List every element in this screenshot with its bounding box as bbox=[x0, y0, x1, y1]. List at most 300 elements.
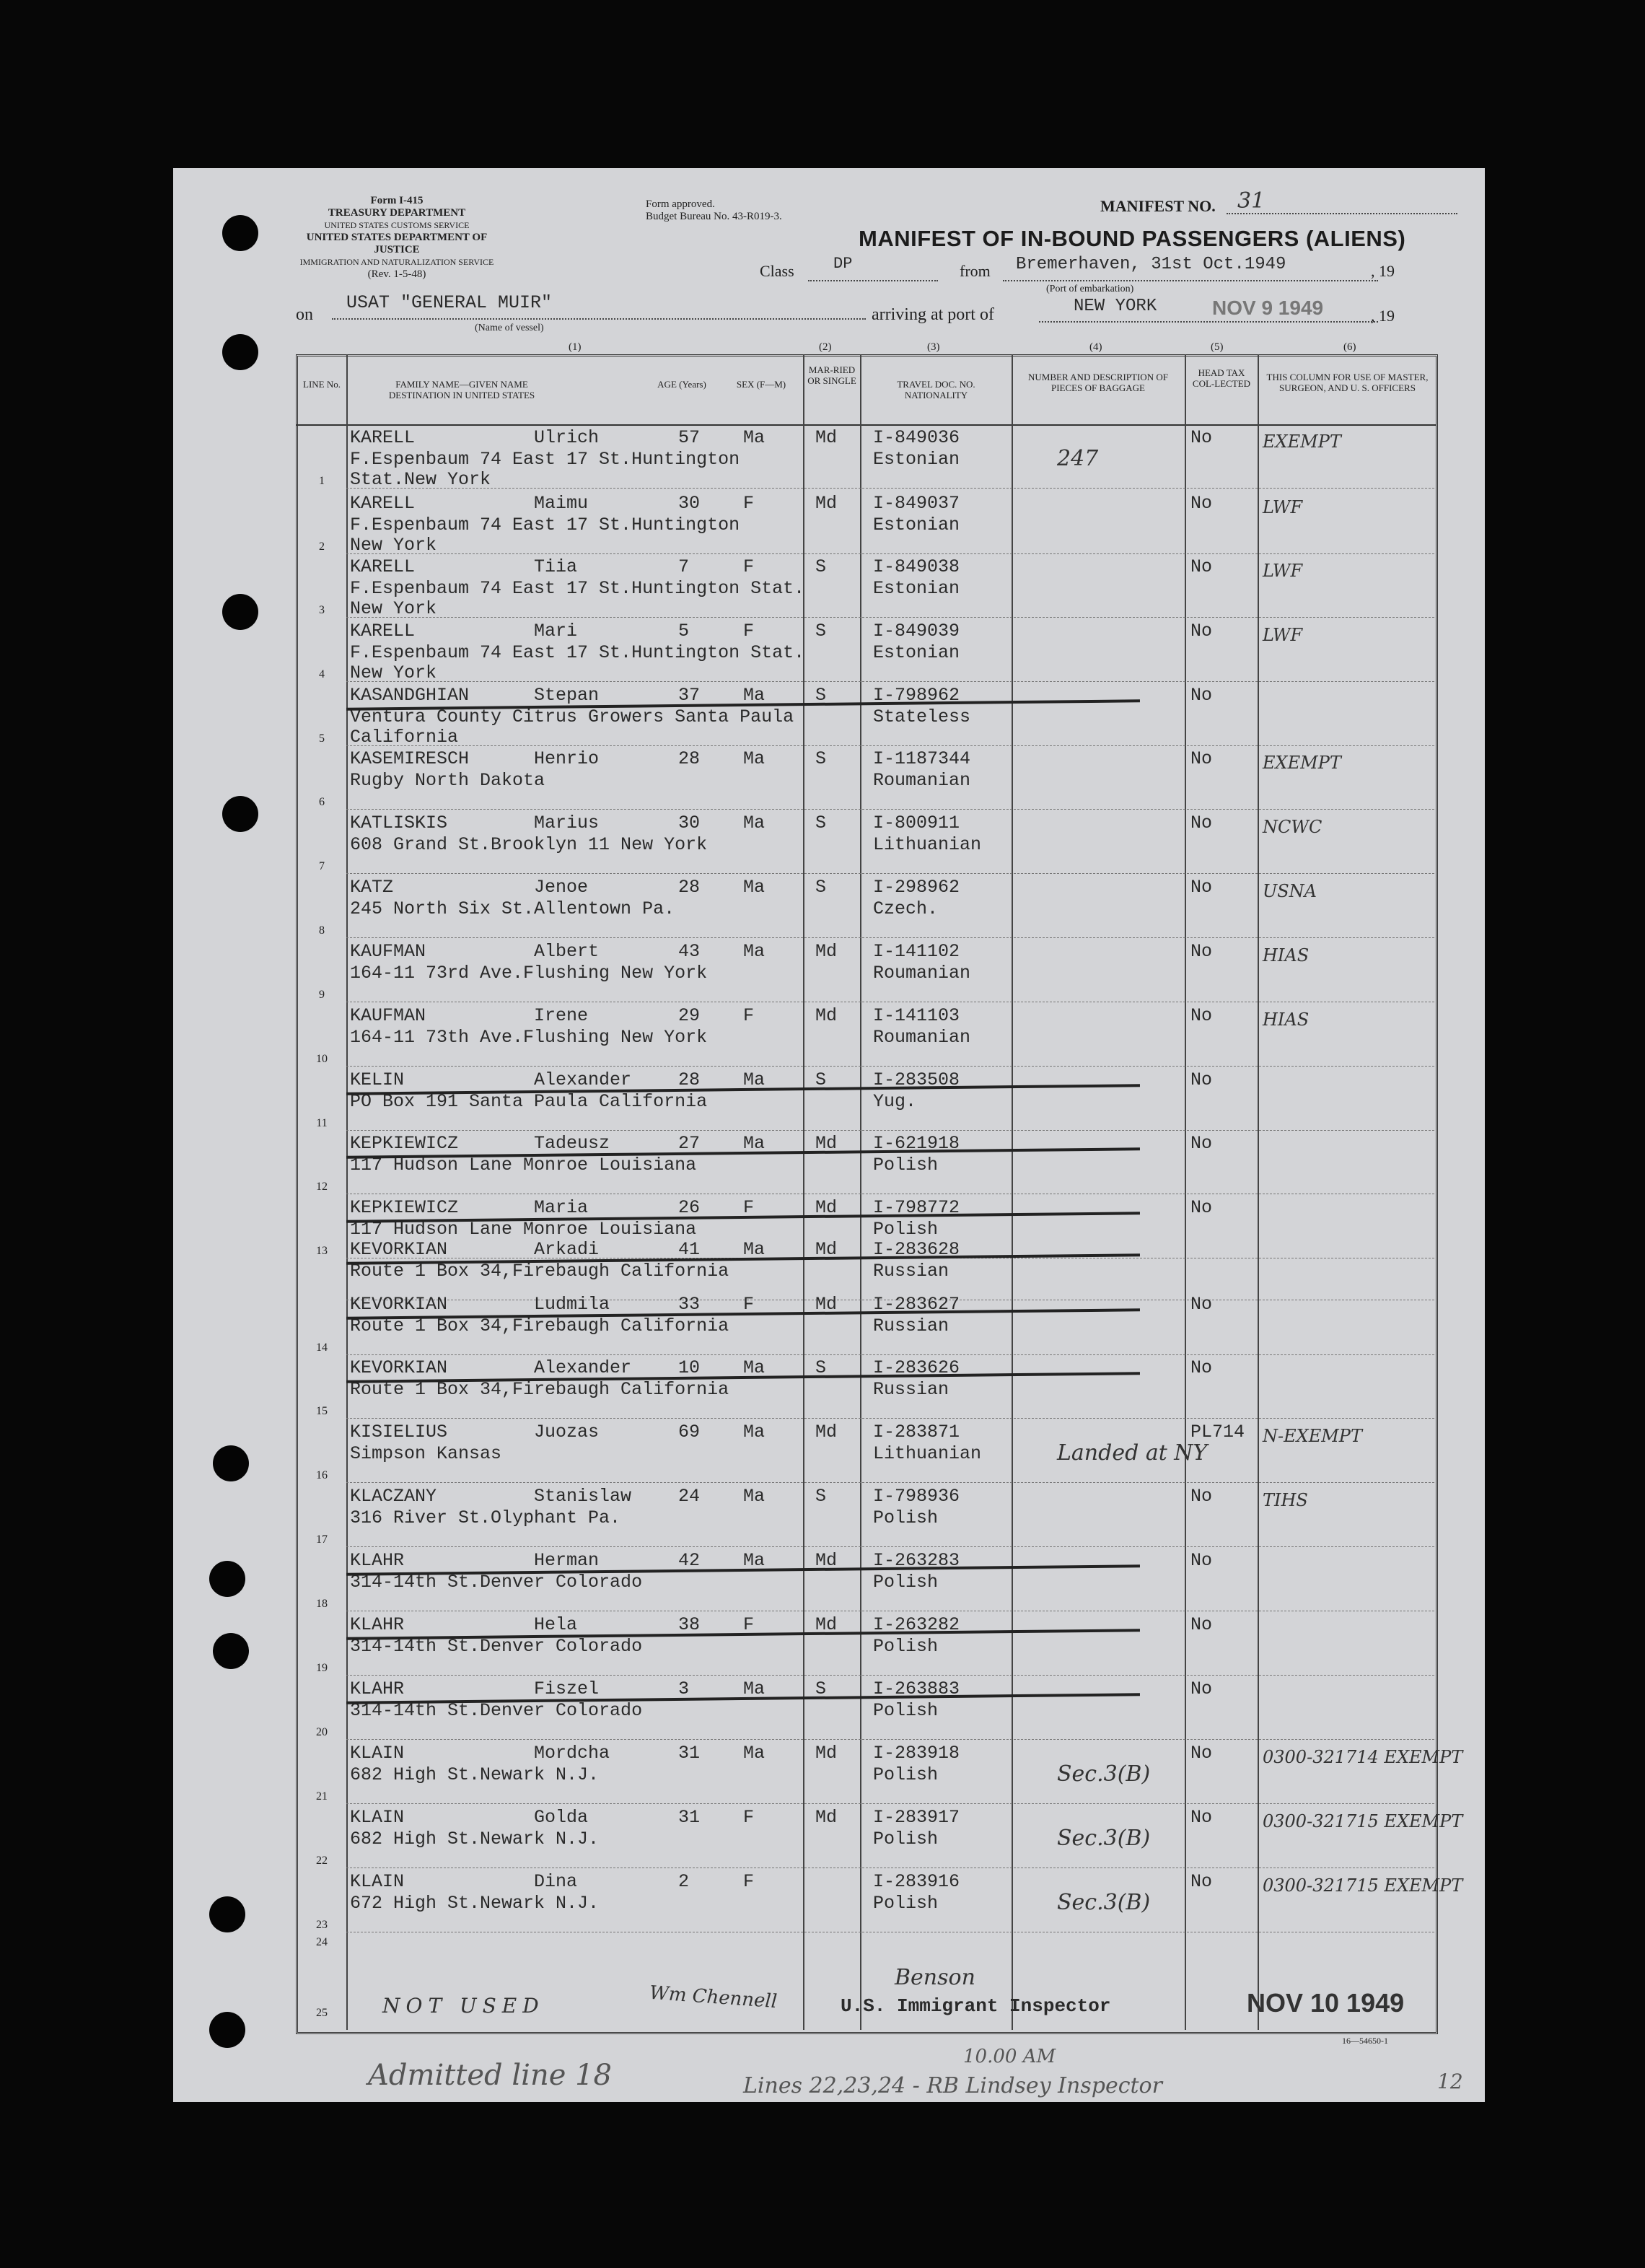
sex: F bbox=[743, 1614, 755, 1635]
col-header-head-tax: HEAD TAX COL-LECTED bbox=[1192, 367, 1251, 389]
age: 5 bbox=[678, 621, 690, 642]
binder-hole bbox=[209, 2012, 245, 2048]
age: 28 bbox=[678, 877, 701, 898]
officer-note: N-EXEMPT bbox=[1263, 1426, 1362, 1446]
age: 37 bbox=[678, 685, 701, 706]
destination: 164-11 73th Ave.Flushing New York bbox=[350, 1027, 708, 1048]
age: 3 bbox=[678, 1678, 690, 1699]
col-num-3: (3) bbox=[927, 341, 940, 353]
line-number: 6 bbox=[319, 796, 325, 808]
head-tax: No bbox=[1190, 877, 1213, 898]
destination-line2: California bbox=[350, 727, 459, 748]
row-separator bbox=[346, 937, 1434, 938]
row-separator bbox=[346, 1803, 1434, 1804]
nationality: Estonian bbox=[873, 515, 960, 535]
nationality: Czech. bbox=[873, 898, 939, 919]
head-tax: No bbox=[1190, 1871, 1213, 1892]
age: 38 bbox=[678, 1614, 701, 1635]
destination: 314-14th St.Denver Colorado bbox=[350, 1636, 643, 1657]
travel-doc-no: I-263283 bbox=[873, 1550, 960, 1571]
travel-doc-no: I-283628 bbox=[873, 1239, 960, 1260]
row-separator bbox=[346, 745, 1434, 746]
officer-note: 0300-321714 EXEMPT bbox=[1263, 1747, 1463, 1767]
sex: F bbox=[743, 556, 755, 577]
family-name: KEPKIEWICZ bbox=[350, 1197, 459, 1218]
manifest-no-label: MANIFEST NO. bbox=[1100, 197, 1216, 215]
travel-doc-no: I-1187344 bbox=[873, 748, 971, 769]
head-tax: No bbox=[1190, 1069, 1213, 1090]
line-number: 13 bbox=[316, 1245, 328, 1257]
binder-hole bbox=[222, 334, 258, 370]
marital-status: Md bbox=[815, 427, 838, 448]
age: 31 bbox=[678, 1807, 701, 1828]
destination: 608 Grand St.Brooklyn 11 New York bbox=[350, 834, 708, 855]
row-separator bbox=[346, 1675, 1434, 1676]
line-number: 1 bbox=[319, 475, 325, 487]
family-name: KARELL bbox=[350, 556, 416, 577]
from-line bbox=[1003, 280, 1378, 281]
destination: 314-14th St.Denver Colorado bbox=[350, 1700, 643, 1721]
family-name: KAUFMAN bbox=[350, 941, 426, 962]
binder-hole bbox=[222, 796, 258, 832]
row-separator bbox=[346, 809, 1434, 810]
treasury-dept: TREASURY DEPARTMENT bbox=[328, 207, 466, 219]
bottom-time: 10.00 AM bbox=[963, 2046, 1056, 2067]
travel-doc-no: I-298962 bbox=[873, 877, 960, 898]
nationality: Polish bbox=[873, 1829, 939, 1849]
baggage: Sec.3(B) bbox=[1057, 1826, 1151, 1851]
officer-note: HIAS bbox=[1263, 945, 1310, 966]
immigration-service: IMMIGRATION AND NATURALIZATION SERVICE bbox=[299, 257, 494, 267]
binder-hole bbox=[209, 1896, 245, 1932]
destination: 314-14th St.Denver Colorado bbox=[350, 1572, 643, 1593]
travel-doc-no: I-621918 bbox=[873, 1133, 960, 1154]
arrival-date-stamp: NOV 9 1949 bbox=[1212, 297, 1324, 319]
age: 43 bbox=[678, 941, 701, 962]
class-value: DP bbox=[833, 255, 853, 273]
age: 33 bbox=[678, 1294, 701, 1315]
col-num-4: (4) bbox=[1089, 341, 1102, 353]
sex: Ma bbox=[743, 748, 766, 769]
given-name: Alexander bbox=[534, 1357, 632, 1378]
signature-note: Wm Chennell bbox=[649, 1982, 778, 2013]
destination: Simpson Kansas bbox=[350, 1443, 502, 1464]
given-name: Maria bbox=[534, 1197, 589, 1218]
baggage: 247 bbox=[1057, 446, 1099, 471]
line-number: 8 bbox=[319, 924, 325, 937]
family-name: KLAHR bbox=[350, 1550, 405, 1571]
marital-status: Md bbox=[815, 1550, 838, 1571]
head-tax: No bbox=[1190, 427, 1213, 448]
sex: Ma bbox=[743, 1486, 766, 1507]
row-separator bbox=[346, 1482, 1434, 1483]
nationality: Polish bbox=[873, 1700, 939, 1721]
officer-note: TIHS bbox=[1263, 1490, 1308, 1510]
age: 28 bbox=[678, 1069, 701, 1090]
marital-status: S bbox=[815, 1069, 827, 1090]
marital-status: Md bbox=[815, 1743, 838, 1764]
family-name: KARELL bbox=[350, 621, 416, 642]
nationality: Estonian bbox=[873, 642, 960, 663]
family-name: KARELL bbox=[350, 493, 416, 514]
class-line bbox=[808, 280, 938, 281]
approval-block bbox=[646, 198, 782, 223]
family-name: KLAIN bbox=[350, 1871, 405, 1892]
baggage: Landed at NY bbox=[1057, 1440, 1208, 1466]
marital-status: S bbox=[815, 813, 827, 833]
nationality: Polish bbox=[873, 1572, 939, 1593]
arriving-year: , 19 bbox=[1371, 307, 1395, 325]
head-tax: No bbox=[1190, 1614, 1213, 1635]
head-tax: No bbox=[1190, 1678, 1213, 1699]
line-number: 23 bbox=[316, 1919, 328, 1931]
marital-status: Md bbox=[815, 1807, 838, 1828]
destination: 672 High St.Newark N.J. bbox=[350, 1893, 600, 1914]
row-separator bbox=[346, 1418, 1434, 1419]
age: 41 bbox=[678, 1239, 701, 1260]
travel-doc-no: I-798962 bbox=[873, 685, 960, 706]
budget-bureau: Budget Bureau No. 43-R019-3. bbox=[646, 211, 782, 222]
inspector-signature: Benson bbox=[895, 1965, 975, 1990]
age: 7 bbox=[678, 556, 690, 577]
age: 26 bbox=[678, 1197, 701, 1218]
marital-status: Md bbox=[815, 1197, 838, 1218]
col-rule bbox=[1185, 354, 1186, 2030]
sex: F bbox=[743, 493, 755, 514]
binder-hole bbox=[213, 1445, 249, 1481]
nationality: Lithuanian bbox=[873, 1443, 982, 1464]
head-tax: No bbox=[1190, 1197, 1213, 1218]
on-label: on bbox=[296, 305, 313, 324]
marital-status: Md bbox=[815, 1614, 838, 1635]
family-name: KARELL bbox=[350, 427, 416, 448]
family-name: KLAIN bbox=[350, 1743, 405, 1764]
destination: 117 Hudson Lane Monroe Louisiana bbox=[350, 1155, 697, 1175]
family-name: KASANDGHIAN bbox=[350, 685, 470, 706]
vessel-name: USAT "GENERAL MUIR" bbox=[346, 292, 553, 313]
nationality: Polish bbox=[873, 1507, 939, 1528]
header-bottom-rule bbox=[296, 424, 1436, 426]
head-tax: No bbox=[1190, 1133, 1213, 1154]
baggage: Sec.3(B) bbox=[1057, 1761, 1151, 1787]
given-name: Alexander bbox=[534, 1069, 632, 1090]
line-number: 17 bbox=[316, 1533, 328, 1546]
family-name: KATLISKIS bbox=[350, 813, 448, 833]
form-department-block bbox=[289, 195, 505, 281]
head-tax: No bbox=[1190, 941, 1213, 962]
page-number: 12 bbox=[1437, 2070, 1463, 2093]
sex: Ma bbox=[743, 1069, 766, 1090]
not-used-note: NOT USED bbox=[382, 1994, 545, 2018]
travel-doc-no: I-849039 bbox=[873, 621, 960, 642]
marital-status: Md bbox=[815, 941, 838, 962]
print-code: 16—54650-1 bbox=[1342, 2036, 1388, 2046]
line-number: 9 bbox=[319, 989, 325, 1001]
age: 2 bbox=[678, 1871, 690, 1892]
col-header-sex: SEX (F—M) bbox=[736, 379, 786, 390]
line-number-24: 24 bbox=[316, 1936, 328, 1948]
marital-status: S bbox=[815, 556, 827, 577]
customs-service: UNITED STATES CUSTOMS SERVICE bbox=[324, 220, 470, 230]
row-separator bbox=[346, 617, 1434, 618]
nationality: Lithuanian bbox=[873, 834, 982, 855]
sex: Ma bbox=[743, 427, 766, 448]
sex: F bbox=[743, 621, 755, 642]
row-separator bbox=[346, 1354, 1434, 1355]
age: 28 bbox=[678, 748, 701, 769]
baggage: Sec.3(B) bbox=[1057, 1890, 1151, 1915]
sex: Ma bbox=[743, 813, 766, 833]
head-tax: No bbox=[1190, 685, 1213, 706]
destination: Rugby North Dakota bbox=[350, 770, 545, 791]
destination: 316 River St.Olyphant Pa. bbox=[350, 1507, 621, 1528]
marital-status: Md bbox=[815, 1005, 838, 1026]
line-number: 11 bbox=[316, 1117, 328, 1129]
inspection-date-stamp: NOV 10 1949 bbox=[1247, 1988, 1405, 2018]
line-number: 14 bbox=[316, 1341, 328, 1354]
line-number: 2 bbox=[319, 540, 325, 553]
officer-note: USNA bbox=[1263, 881, 1317, 901]
age: 30 bbox=[678, 493, 701, 514]
nationality: Roumanian bbox=[873, 963, 971, 984]
line-number: 19 bbox=[316, 1662, 328, 1674]
officer-note: 0300-321715 EXEMPT bbox=[1263, 1875, 1463, 1896]
officer-note: EXEMPT bbox=[1263, 432, 1341, 452]
binder-hole bbox=[222, 215, 258, 251]
family-name: KEPKIEWICZ bbox=[350, 1133, 459, 1154]
nationality: Estonian bbox=[873, 449, 960, 470]
age: 31 bbox=[678, 1743, 701, 1764]
travel-doc-no: I-849036 bbox=[873, 427, 960, 448]
destination: 245 North Six St.Allentown Pa. bbox=[350, 898, 675, 919]
family-name: KLAHR bbox=[350, 1678, 405, 1699]
head-tax: PL714 bbox=[1190, 1422, 1245, 1442]
family-name: KISIELIUS bbox=[350, 1422, 448, 1442]
head-tax: No bbox=[1190, 621, 1213, 642]
marital-status: Md bbox=[815, 493, 838, 514]
family-name: KELIN bbox=[350, 1069, 405, 1090]
line-number: 15 bbox=[316, 1405, 328, 1417]
marital-status: S bbox=[815, 748, 827, 769]
col-num-5: (5) bbox=[1211, 341, 1224, 353]
col-num-2: (2) bbox=[819, 341, 832, 353]
sex: F bbox=[743, 1294, 755, 1315]
given-name: Henrio bbox=[534, 748, 600, 769]
class-label: Class bbox=[760, 262, 794, 280]
travel-doc-no: I-141102 bbox=[873, 941, 960, 962]
from-year: , 19 bbox=[1371, 262, 1395, 280]
officer-note: 0300-321715 EXEMPT bbox=[1263, 1811, 1463, 1831]
given-name: Stanislaw bbox=[534, 1486, 632, 1507]
nationality: Stateless bbox=[873, 706, 971, 727]
row-separator bbox=[346, 1739, 1434, 1740]
row-separator bbox=[346, 553, 1434, 554]
head-tax: No bbox=[1190, 1807, 1213, 1828]
destination: Ventura County Citrus Growers Santa Paula bbox=[350, 706, 794, 727]
justice-dept: UNITED STATES DEPARTMENT OF JUSTICE bbox=[306, 232, 488, 255]
row-separator bbox=[346, 1546, 1434, 1547]
marital-status: S bbox=[815, 621, 827, 642]
nationality: Russian bbox=[873, 1379, 949, 1400]
sex: F bbox=[743, 1807, 755, 1828]
given-name: Marius bbox=[534, 813, 600, 833]
given-name: Jenoe bbox=[534, 877, 589, 898]
destination: PO Box 191 Santa Paula California bbox=[350, 1091, 708, 1112]
sex: Ma bbox=[743, 877, 766, 898]
line-number: 21 bbox=[316, 1790, 328, 1803]
head-tax: No bbox=[1190, 1294, 1213, 1315]
sex: Ma bbox=[743, 1678, 766, 1699]
line-number: 12 bbox=[316, 1181, 328, 1193]
line-number-25: 25 bbox=[316, 2007, 328, 2019]
marital-status: Md bbox=[815, 1422, 838, 1442]
marital-status: Md bbox=[815, 1239, 838, 1260]
from-label: from bbox=[960, 262, 991, 280]
age: 57 bbox=[678, 427, 701, 448]
travel-doc-no: I-849037 bbox=[873, 493, 960, 514]
travel-doc-no: I-283916 bbox=[873, 1871, 960, 1892]
arriving-port: NEW YORK bbox=[1074, 297, 1157, 316]
family-name: KEVORKIAN bbox=[350, 1357, 448, 1378]
destination: F.Espenbaum 74 East 17 St.Huntington bbox=[350, 449, 740, 470]
line-number: 20 bbox=[316, 1726, 328, 1738]
officer-note: HIAS bbox=[1263, 1010, 1310, 1030]
age: 29 bbox=[678, 1005, 701, 1026]
officer-note: NCWC bbox=[1263, 817, 1322, 837]
sex: Ma bbox=[743, 1357, 766, 1378]
vessel-label: (Name of vessel) bbox=[475, 323, 544, 333]
officer-note: EXEMPT bbox=[1263, 753, 1341, 773]
arriving-label: arriving at port of bbox=[872, 305, 994, 324]
manifest-no-line bbox=[1227, 213, 1457, 214]
age: 24 bbox=[678, 1486, 701, 1507]
given-name: Maimu bbox=[534, 493, 589, 514]
head-tax: No bbox=[1190, 813, 1213, 833]
col-header-married: MAR-RIED OR SINGLE bbox=[807, 364, 856, 386]
destination: 682 High St.Newark N.J. bbox=[350, 1829, 600, 1849]
bottom-note-right: Lines 22,23,24 - RB Lindsey Inspector bbox=[743, 2073, 1162, 2098]
nationality: Russian bbox=[873, 1315, 949, 1336]
bottom-note-left: Admitted line 18 bbox=[368, 2059, 612, 2092]
nationality: Yug. bbox=[873, 1091, 917, 1112]
nationality: Polish bbox=[873, 1219, 939, 1240]
sex: F bbox=[743, 1005, 755, 1026]
family-name: KAUFMAN bbox=[350, 1005, 426, 1026]
travel-doc-no: I-283626 bbox=[873, 1357, 960, 1378]
line-number: 4 bbox=[319, 668, 325, 680]
destination: Route 1 Box 34,Firebaugh California bbox=[350, 1379, 729, 1400]
sex: F bbox=[743, 1871, 755, 1892]
given-name: Arkadi bbox=[534, 1239, 600, 1260]
nationality: Estonian bbox=[873, 578, 960, 599]
travel-doc-no: I-263883 bbox=[873, 1678, 960, 1699]
from-value: Bremerhaven, 31st Oct.1949 bbox=[1016, 255, 1286, 274]
col-header-officers: THIS COLUMN FOR USE OF MASTER, SURGEON, AND U. S. OFFICERS bbox=[1266, 372, 1429, 393]
row-separator bbox=[346, 873, 1434, 874]
travel-doc-no: I-798772 bbox=[873, 1197, 960, 1218]
given-name: Golda bbox=[534, 1807, 589, 1828]
revision: (Rev. 1-5-48) bbox=[367, 268, 426, 280]
col-header-travel-doc: TRAVEL DOC. NO. NATIONALITY bbox=[897, 379, 975, 400]
port-embarkation-label: (Port of embarkation) bbox=[1046, 284, 1134, 294]
sex: Ma bbox=[743, 1743, 766, 1764]
nationality: Polish bbox=[873, 1893, 939, 1914]
head-tax: No bbox=[1190, 556, 1213, 577]
head-tax: No bbox=[1190, 1005, 1213, 1026]
sex: Ma bbox=[743, 1239, 766, 1260]
marital-status: S bbox=[815, 1357, 827, 1378]
col-rule bbox=[1012, 354, 1013, 2030]
travel-doc-no: I-283508 bbox=[873, 1069, 960, 1090]
row-separator bbox=[346, 1066, 1434, 1067]
destination: F.Espenbaum 74 East 17 St.Huntington bbox=[350, 515, 740, 535]
line-number: 18 bbox=[316, 1598, 328, 1610]
form-approved: Form approved. bbox=[646, 198, 715, 210]
nationality: Polish bbox=[873, 1636, 939, 1657]
arriving-line bbox=[1039, 321, 1378, 323]
marital-status: S bbox=[815, 685, 827, 706]
destination-line2: New York bbox=[350, 535, 437, 556]
destination-line2: Stat.New York bbox=[350, 469, 491, 490]
line-number: 3 bbox=[319, 604, 325, 616]
row-separator bbox=[346, 681, 1434, 682]
sex: Ma bbox=[743, 1133, 766, 1154]
sex: Ma bbox=[743, 1550, 766, 1571]
given-name: Ulrich bbox=[534, 427, 600, 448]
given-name: Juozas bbox=[534, 1422, 600, 1442]
binder-hole bbox=[213, 1633, 249, 1669]
marital-status: S bbox=[815, 1678, 827, 1699]
line-number: 16 bbox=[316, 1469, 328, 1481]
manifest-sheet bbox=[173, 168, 1485, 2102]
travel-doc-no: I-800911 bbox=[873, 813, 960, 833]
family-name: KLACZANY bbox=[350, 1486, 437, 1507]
row-separator bbox=[346, 488, 1434, 489]
destination: 117 Hudson Lane Monroe Louisiana bbox=[350, 1219, 697, 1240]
inspector-label: U.S. Immigrant Inspector bbox=[841, 1995, 1111, 2017]
family-name: KEVORKIAN bbox=[350, 1294, 448, 1315]
binder-hole bbox=[209, 1561, 245, 1597]
row-separator bbox=[346, 1130, 1434, 1131]
marital-status: S bbox=[815, 1486, 827, 1507]
head-tax: No bbox=[1190, 493, 1213, 514]
head-tax: No bbox=[1190, 1357, 1213, 1378]
head-tax: No bbox=[1190, 1486, 1213, 1507]
col-header-age: AGE (Years) bbox=[657, 379, 706, 390]
line-number: 22 bbox=[316, 1855, 328, 1867]
col-header-baggage: NUMBER AND DESCRIPTION OF PIECES OF BAGGAGE bbox=[1028, 372, 1168, 393]
destination: Route 1 Box 34,Firebaugh California bbox=[350, 1315, 729, 1336]
head-tax: No bbox=[1190, 1550, 1213, 1571]
nationality: Roumanian bbox=[873, 1027, 971, 1048]
sex: Ma bbox=[743, 685, 766, 706]
destination-line2: New York bbox=[350, 598, 437, 619]
age: 10 bbox=[678, 1357, 701, 1378]
head-tax: No bbox=[1190, 1743, 1213, 1764]
travel-doc-no: I-798936 bbox=[873, 1486, 960, 1507]
col-num-1: (1) bbox=[569, 341, 582, 353]
travel-doc-no: I-141103 bbox=[873, 1005, 960, 1026]
family-name: KLAIN bbox=[350, 1807, 405, 1828]
family-name: KEVORKIAN bbox=[350, 1239, 448, 1260]
family-name: KASEMIRESCH bbox=[350, 748, 470, 769]
family-name: KLAHR bbox=[350, 1614, 405, 1635]
col-header-name: FAMILY NAME—GIVEN NAME DESTINATION IN UNITED STATES bbox=[388, 379, 535, 400]
marital-status: Md bbox=[815, 1133, 838, 1154]
manifest-title: MANIFEST OF IN-BOUND PASSENGERS (ALIENS) bbox=[859, 226, 1406, 251]
marital-status: Md bbox=[815, 1294, 838, 1315]
col-num-6: (6) bbox=[1343, 341, 1356, 353]
